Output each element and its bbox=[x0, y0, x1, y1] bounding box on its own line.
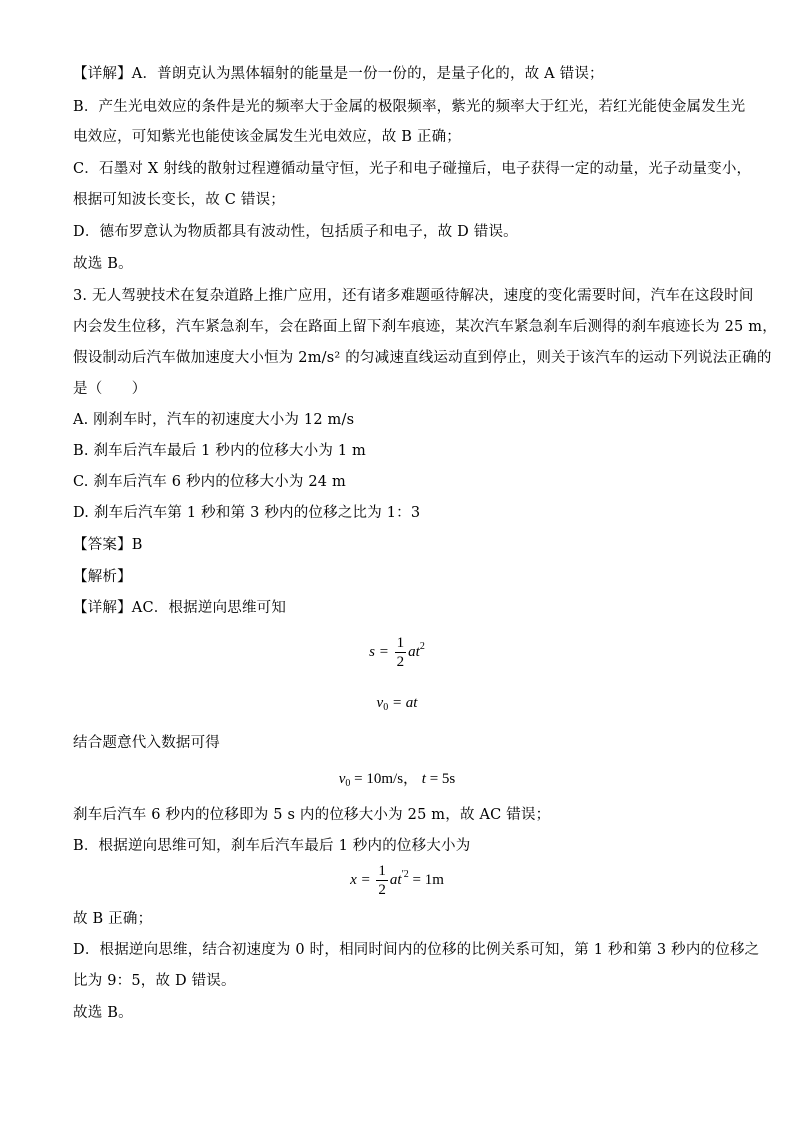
text-line: 根据可知波长变长，故 C 错误； bbox=[73, 192, 286, 208]
question-stem: 假设制动后汽车做加速度大小恒为 2m/s² 的匀减速直线运动直到停止，则关于该汽车的运动下列说法正确的 bbox=[73, 350, 772, 366]
text-line: 结合题意代入数据可得 bbox=[73, 735, 220, 751]
formula-text: v bbox=[376, 695, 384, 711]
text-line: 刹车后汽车 6 秒内的位移即为 5 s 内的位移大小为 25 m，故 AC 错误； bbox=[73, 807, 551, 823]
text-line: 比为 9：5，故 D 错误。 bbox=[73, 973, 236, 989]
question-stem: 内会发生位移，汽车紧急刹车，会在路面上留下刹车痕迹，某次汽车紧急刹车后测得的刹车痕迹长为 25 m， bbox=[73, 319, 777, 335]
text-line: 【详解】A．普朗克认为黑体辐射的能量是一份一份的，是量子化的，故 A 错误； bbox=[73, 66, 604, 82]
subscript: 0 bbox=[383, 702, 389, 713]
formula-text: at bbox=[408, 643, 420, 660]
formula-text: = 5s bbox=[429, 771, 456, 787]
formula-text: s = bbox=[369, 643, 389, 660]
text-line: 电效应，可知紫光也能使该金属发生光电效应，故 B 正确； bbox=[73, 129, 461, 145]
text-line: 故选 B。 bbox=[73, 256, 133, 272]
text-line: D．根据逆向思维，结合初速度为 0 时，相同时间内的位移的比例关系可知，第 1 秒和第 3 秒内的位移之 bbox=[73, 942, 760, 958]
answer-label: 【答案】B bbox=[73, 537, 143, 553]
fraction bbox=[395, 634, 407, 671]
formula-initial-velocity bbox=[0, 695, 794, 712]
formula-text: x = bbox=[350, 871, 371, 888]
fraction bbox=[376, 862, 388, 899]
formula-text: v bbox=[338, 771, 346, 787]
exponent: 2 bbox=[419, 640, 425, 652]
denominator: 2 bbox=[396, 654, 405, 670]
formula-last-second bbox=[0, 862, 794, 899]
option-d: D. 刹车后汽车第 1 秒和第 3 秒内的位移之比为 1：3 bbox=[73, 505, 421, 521]
formula-text: t bbox=[421, 771, 426, 787]
text-line: 【详解】AC．根据逆向思维可知 bbox=[73, 600, 287, 616]
formula-text: = at bbox=[391, 695, 418, 711]
option-a: A. 刚刹车时，汽车的初速度大小为 12 m/s bbox=[73, 412, 355, 428]
numerator: 1 bbox=[378, 863, 386, 879]
option-b: B. 刹车后汽车最后 1 秒内的位移大小为 1 m bbox=[73, 443, 367, 459]
subscript: 0 bbox=[345, 778, 351, 789]
question-stem: 是（ ） bbox=[73, 381, 147, 397]
text-line: B．产生光电效应的条件是光的频率大于金属的极限频率，紫光的频率大于红光，若红光能使金属发生光 bbox=[73, 99, 746, 115]
text-line: 故 B 正确； bbox=[73, 911, 153, 927]
formula-text: at bbox=[389, 871, 402, 888]
text-line: B．根据逆向思维可知，刹车后汽车最后 1 秒内的位移大小为 bbox=[73, 838, 471, 854]
denominator: 2 bbox=[378, 882, 386, 898]
text-line: D．德布罗意认为物质都具有波动性，包括质子和电子，故 D 错误。 bbox=[73, 224, 518, 240]
numerator: 1 bbox=[396, 635, 405, 651]
option-c: C. 刹车后汽车 6 秒内的位移大小为 24 m bbox=[73, 474, 346, 490]
text-line: C．石墨对 X 射线的散射过程遵循动量守恒，光子和电子碰撞后，电子获得一定的动量，光子动量变小， bbox=[73, 161, 752, 177]
formula-text: = 1m bbox=[412, 871, 444, 888]
formula-displacement bbox=[0, 634, 794, 671]
exponent: ′2 bbox=[401, 868, 409, 880]
formula-text: = 10m/s， bbox=[354, 771, 419, 787]
formula-results bbox=[0, 767, 794, 788]
question-stem: 3. 无人驾驶技术在复杂道路上推广应用，还有诸多难题亟待解决，速度的变化需要时间，汽车在这段时间 bbox=[73, 288, 754, 304]
text-line: 故选 B。 bbox=[73, 1005, 133, 1021]
analysis-label: 【解析】 bbox=[73, 569, 132, 585]
